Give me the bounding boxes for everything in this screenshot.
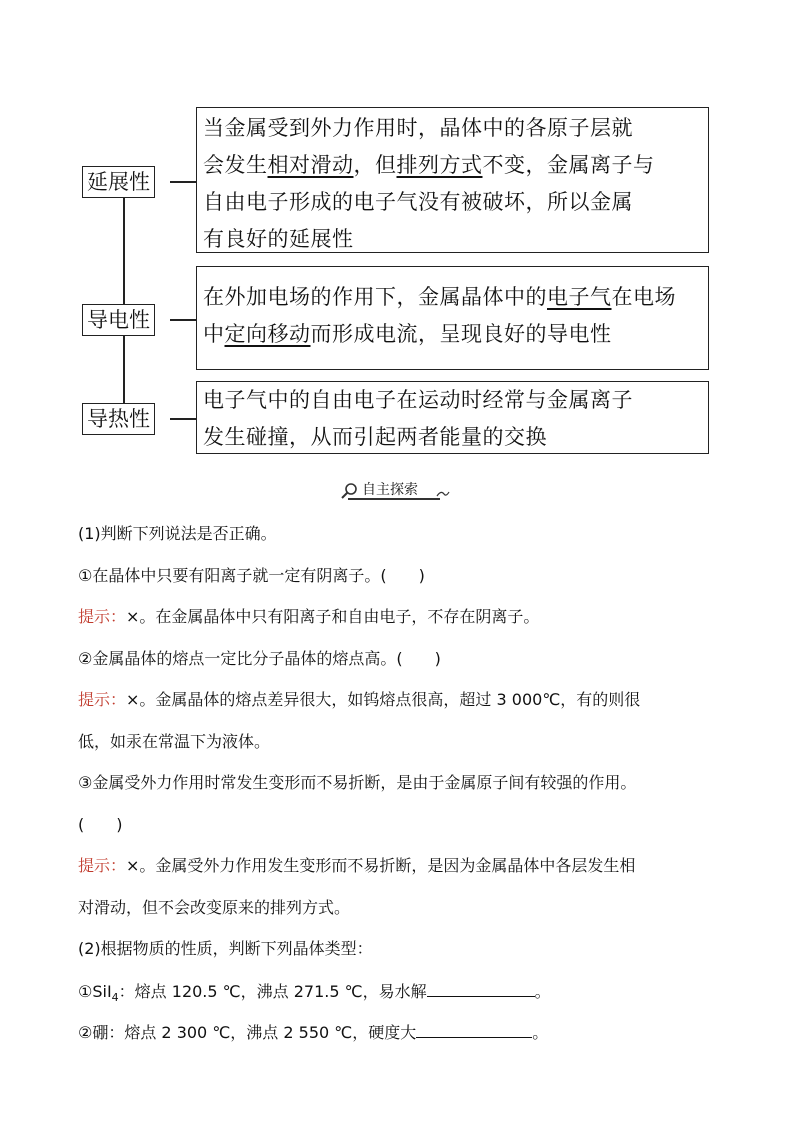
q2-item2-text: ②硼：熔点 2 300 ℃，沸点 2 550 ℃，硬度大 [78, 1023, 417, 1042]
box1-line2 [203, 147, 704, 184]
label-conductivity: 导电性 [82, 304, 155, 336]
box1-line3: 自由电子形成的电子气没有被破坏，所以金属 [203, 190, 633, 214]
q2-title: (2)根据物质的性质，判断下列晶体类型： [78, 939, 373, 958]
hint-3-text-line1: ×。金属受外力作用发生变形而不易折断，是因为金属晶体中各层发生相 [126, 856, 636, 875]
answer-blank-2[interactable] [416, 1021, 532, 1038]
swirl-decoration-icon [436, 488, 450, 500]
hint-2 [78, 689, 640, 711]
box1-line2-b: ，但 [353, 153, 397, 177]
box-thermal [196, 381, 709, 454]
box1-underline-arrangement: 排列方式 [396, 153, 483, 177]
answer-blank-1[interactable] [427, 980, 535, 997]
section-title-text: 自主探索 [362, 482, 418, 498]
box2-underline-electron-gas: 电子气 [547, 285, 612, 309]
hint-1-text: ×。在金属晶体中只有阳离子和自由电子，不存在阴离子。 [126, 607, 540, 626]
box-ductility [196, 107, 709, 253]
hint-3-line2: 对滑动，但不会改变原来的排列方式。 [78, 898, 351, 917]
label-ductility: 延展性 [82, 166, 155, 198]
box2-line2-b: 而形成电流，呈现良好的导电性 [310, 322, 612, 346]
box2-line2-a: 中 [203, 322, 225, 346]
hint-2-line2: 低，如汞在常温下为液体。 [78, 732, 271, 751]
hint-label: 提示： [78, 856, 127, 875]
connector-thermal [170, 418, 196, 420]
hint-label: 提示： [78, 607, 127, 626]
box1-line4: 有良好的延展性 [203, 227, 354, 251]
box3-line2: 发生碰撞，从而引起两者能量的交换 [203, 425, 547, 449]
connector-vertical [123, 196, 125, 408]
q2-item2-end: 。 [532, 1023, 549, 1042]
box-conductivity [196, 266, 709, 370]
hint-label: 提示： [78, 690, 127, 709]
q1-item1: ①在晶体中只要有阳离子就一定有阴离子。( ) [78, 566, 425, 585]
q1-item2: ②金属晶体的熔点一定比分子晶体的熔点高。( ) [78, 649, 441, 668]
box3-line1: 电子气中的自由电子在运动时经常与金属离子 [203, 388, 633, 412]
box2-underline-directional: 定向移动 [224, 322, 311, 346]
box1-line2-a: 会发生 [203, 153, 268, 177]
section-title-underline [348, 498, 440, 500]
hint-2-text-line1: ×。金属晶体的熔点差异很大，如钨熔点很高，超过 3 000℃，有的则很 [126, 690, 641, 709]
q2-item1-formula: ①SiI [78, 982, 112, 1001]
box2-line1-a: 在外加电场的作用下，金属晶体中的 [203, 285, 547, 309]
q2-item1-text: ：熔点 120.5 ℃，沸点 271.5 ℃，易水解 [118, 982, 427, 1001]
q2-item1 [78, 980, 551, 1009]
box1-underline-sliding: 相对滑动 [267, 153, 354, 177]
box1-line1: 当金属受到外力作用时，晶体中的各原子层就 [203, 116, 633, 140]
label-thermal: 导热性 [82, 403, 155, 435]
q2-item1-end: 。 [534, 982, 551, 1001]
box2-line2 [203, 316, 704, 353]
box1-line2-c: 不变，金属离子与 [482, 153, 655, 177]
section-title-explore [340, 480, 448, 502]
q1-item3-paren: ( ) [78, 815, 123, 834]
hint-3 [78, 855, 635, 877]
box2-line1 [203, 279, 704, 316]
box2-line1-b: 在电场 [611, 285, 676, 309]
q1-item3: ③金属受外力作用时常发生变形而不易折断，是由于金属原子间有较强的作用。 [78, 773, 637, 792]
q1-title: (1)判断下列说法是否正确。 [78, 524, 277, 543]
q2-item1-subscript: 4 [111, 991, 119, 1005]
q2-item2 [78, 1021, 548, 1044]
connector-conductivity [170, 319, 196, 321]
connector-ductility [170, 181, 196, 183]
hint-1 [78, 606, 539, 628]
